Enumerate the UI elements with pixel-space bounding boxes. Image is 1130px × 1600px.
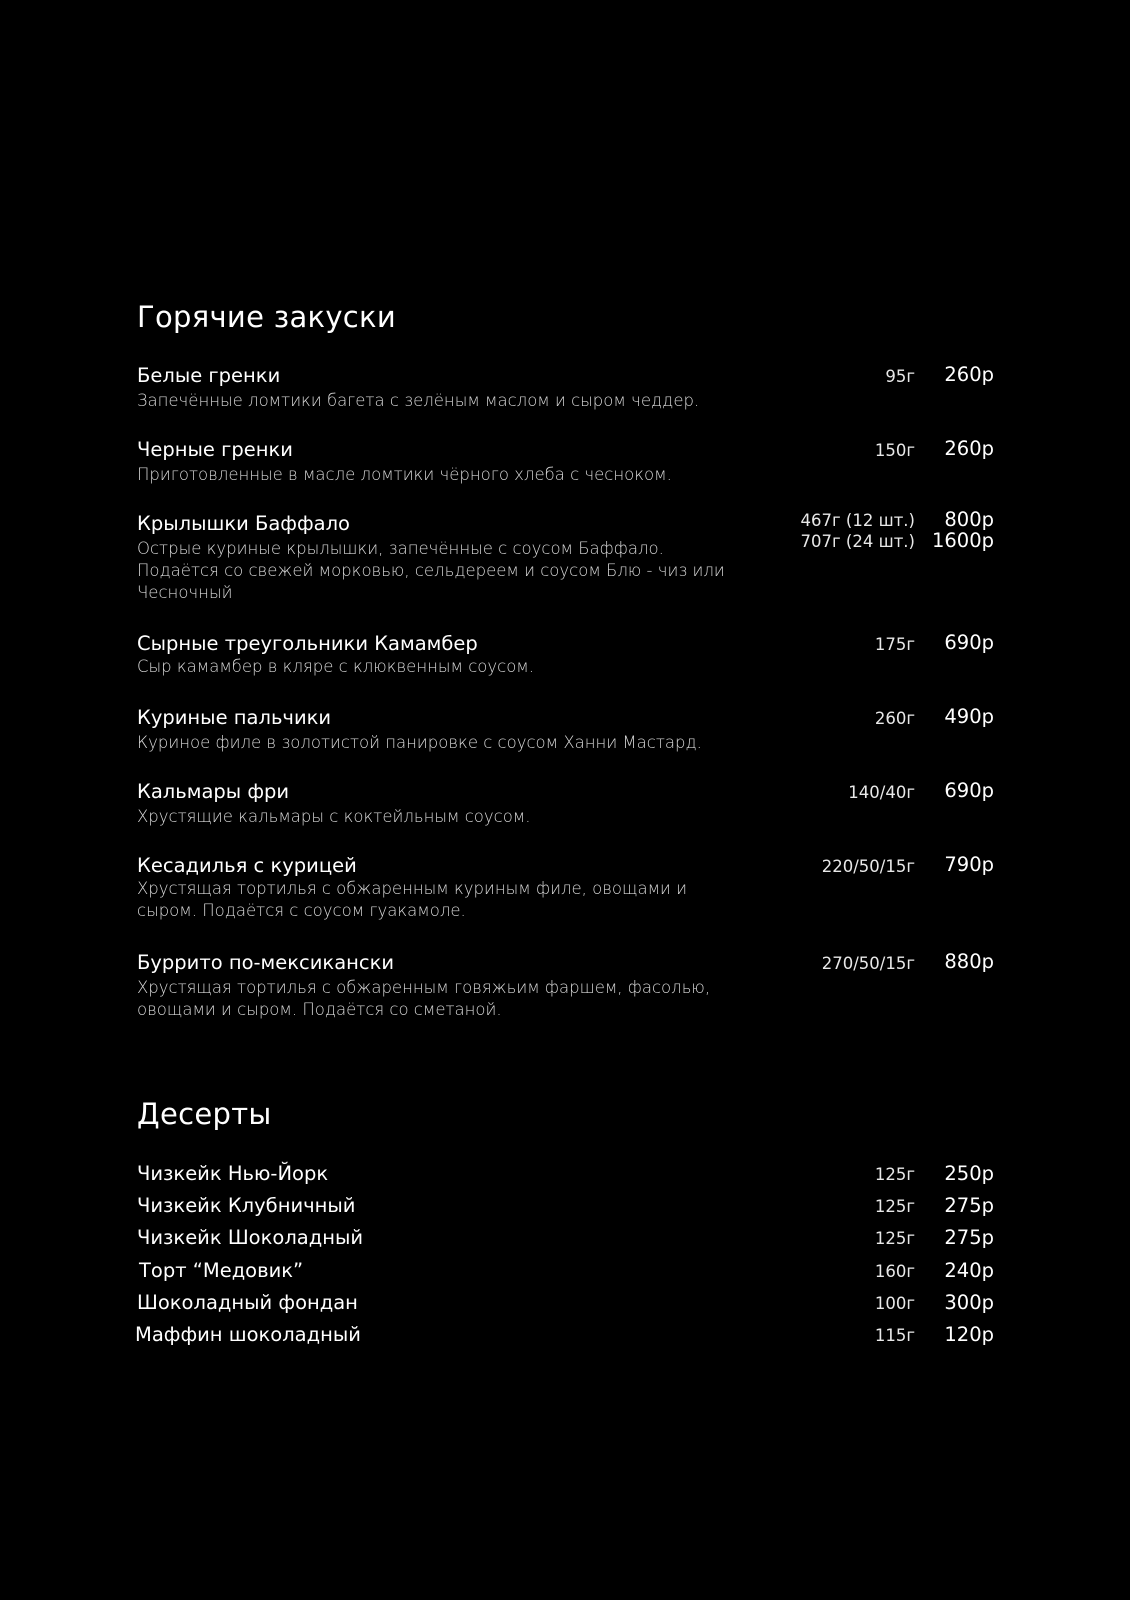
item-weight	[801, 510, 915, 552]
item-price: 300р	[944, 1291, 994, 1314]
item-price: 790р	[944, 853, 994, 876]
menu-item-fried-squid	[137, 780, 997, 840]
item-description: Хрустящие кальмары с коктейльным соусом.	[137, 807, 531, 826]
item-price: 880р	[944, 950, 994, 973]
item-price-large: 1600р	[931, 529, 994, 552]
menu-item-quesadilla	[137, 854, 997, 924]
item-weight: 100г	[874, 1294, 915, 1313]
item-name: Крылышки Баффало	[137, 512, 350, 535]
item-weight: 125г	[874, 1229, 915, 1248]
item-name: Чизкейк Шоколадный	[137, 1226, 364, 1249]
item-price: 690р	[944, 779, 994, 802]
item-name: Кальмары фри	[137, 780, 290, 803]
menu-item-burrito	[137, 951, 997, 1021]
item-description: Куриное филе в золотистой панировке с соусом Ханни Мастард.	[137, 733, 702, 752]
item-price-small: 800р	[944, 508, 994, 531]
item-weight: 260г	[874, 709, 915, 728]
item-price: 690р	[944, 631, 994, 654]
item-weight-small: 467г (12 шт.)	[800, 511, 915, 530]
item-description: Запечённые ломтики багета с зелёным маслом и сыром чеддер.	[137, 391, 700, 410]
item-name: Буррито по-мексикански	[137, 951, 395, 974]
item-price: 260р	[944, 363, 994, 386]
item-name: Торт “Медовик”	[139, 1259, 304, 1282]
item-name: Чизкейк Нью-Йорк	[137, 1162, 329, 1185]
item-name: Куриные пальчики	[137, 706, 332, 729]
desserts-title: Десерты	[137, 1097, 272, 1131]
item-description: Хрустящая тортилья с обжаренным куриным филе, овощами и сыром. Подаётся с соусом гуакамоле.	[137, 879, 688, 920]
dessert-item-strawberry-cheesecake	[137, 1194, 997, 1220]
item-weight: 125г	[874, 1165, 915, 1184]
item-price: 275р	[944, 1194, 994, 1217]
item-weight: 115г	[874, 1326, 915, 1345]
dessert-item-chocolate-fondant	[137, 1291, 997, 1317]
item-weight: 125г	[874, 1197, 915, 1216]
item-price: 240р	[944, 1259, 994, 1282]
item-name: Кесадилья с курицей	[137, 854, 357, 877]
item-price: 120р	[944, 1323, 994, 1346]
item-price: 260р	[944, 437, 994, 460]
item-price: 275р	[944, 1226, 994, 1249]
item-name: Чизкейк Клубничный	[137, 1194, 356, 1217]
item-name: Черные гренки	[137, 438, 293, 461]
item-name: Маффин шоколадный	[135, 1323, 361, 1346]
item-weight: 95г	[885, 367, 915, 386]
item-weight: 175г	[874, 635, 915, 654]
item-weight: 270/50/15г	[821, 954, 915, 973]
item-description: Приготовленные в масле ломтики чёрного хлеба с чесноком.	[137, 465, 672, 484]
item-name: Сырные треугольники Камамбер	[137, 632, 478, 655]
item-price: 250р	[944, 1162, 994, 1185]
item-name: Шоколадный фондан	[137, 1291, 358, 1314]
menu-item-chicken-fingers	[137, 706, 997, 766]
item-description: Сыр камамбер в кляре с клюквенным соусом.	[137, 657, 534, 676]
menu-item-black-croutons	[137, 438, 997, 498]
menu-item-white-croutons	[137, 364, 997, 424]
item-description: Острые куриные крылышки, запечённые с соусом Баффало. Подаётся со свежей морковью, сельдереем и соусом Блю - чиз или Чесночный	[137, 539, 725, 602]
item-name: Белые гренки	[137, 364, 281, 387]
item-price: 490р	[944, 705, 994, 728]
item-weight: 160г	[874, 1262, 915, 1281]
item-description: Хрустящая тортилья с обжаренным говяжьим фаршем, фасолью, овощами и сыром. Подаётся со сметаной.	[137, 978, 711, 1019]
hot-appetizers-title: Горячие закуски	[137, 300, 397, 334]
item-weight-large: 707г (24 шт.)	[800, 532, 915, 551]
item-weight: 220/50/15г	[821, 857, 915, 876]
menu-item-buffalo-wings	[137, 508, 997, 602]
dessert-item-chocolate-cheesecake	[137, 1226, 997, 1252]
menu-item-camembert	[137, 632, 997, 692]
dessert-item-ny-cheesecake	[137, 1162, 997, 1188]
item-price	[932, 509, 994, 551]
item-weight: 140/40г	[848, 783, 915, 802]
dessert-item-chocolate-muffin	[137, 1323, 997, 1349]
item-weight: 150г	[874, 441, 915, 460]
dessert-item-medovik-cake	[137, 1259, 997, 1285]
